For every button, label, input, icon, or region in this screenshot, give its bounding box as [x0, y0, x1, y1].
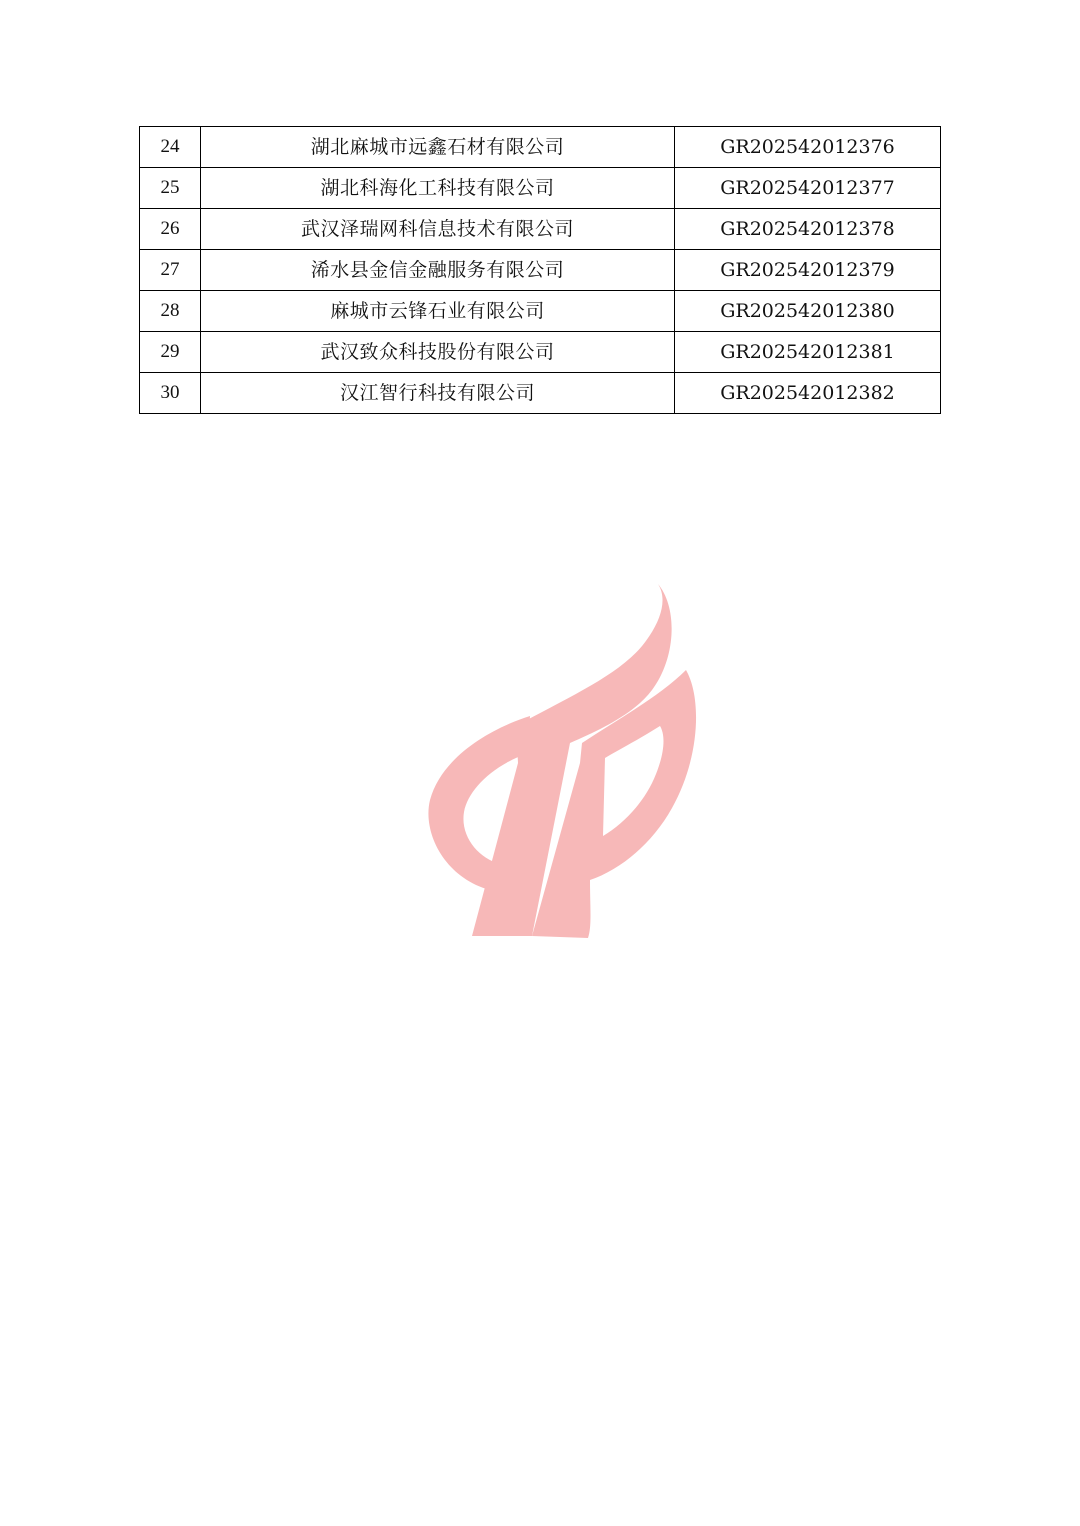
ctp-logo-icon: [420, 578, 705, 943]
table-row: [140, 291, 941, 332]
certificate-number: GR202542012379: [675, 250, 941, 291]
company-name: 麻城市云锋石业有限公司: [201, 291, 675, 332]
company-name: 湖北科海化工科技有限公司: [201, 168, 675, 209]
company-name: 武汉致众科技股份有限公司: [201, 332, 675, 373]
certificate-number: GR202542012380: [675, 291, 941, 332]
certificate-number: GR202542012376: [675, 127, 941, 168]
row-index: 29: [140, 332, 201, 373]
company-name: 浠水县金信金融服务有限公司: [201, 250, 675, 291]
company-name: 武汉泽瑞网科信息技术有限公司: [201, 209, 675, 250]
certificate-number: GR202542012377: [675, 168, 941, 209]
row-index: 24: [140, 127, 201, 168]
row-index: 25: [140, 168, 201, 209]
row-index: 30: [140, 373, 201, 414]
certificate-number: GR202542012382: [675, 373, 941, 414]
certificate-number: GR202542012381: [675, 332, 941, 373]
row-index: 26: [140, 209, 201, 250]
row-index: 28: [140, 291, 201, 332]
company-name: 汉江智行科技有限公司: [201, 373, 675, 414]
company-name: 湖北麻城市远鑫石材有限公司: [201, 127, 675, 168]
table-row: [140, 373, 941, 414]
row-index: 27: [140, 250, 201, 291]
company-table: [139, 126, 941, 414]
table-row: [140, 332, 941, 373]
table-row: [140, 168, 941, 209]
table-body: [140, 127, 941, 414]
table-row: [140, 250, 941, 291]
certificate-number: GR202542012378: [675, 209, 941, 250]
table-row: [140, 127, 941, 168]
table-row: [140, 209, 941, 250]
